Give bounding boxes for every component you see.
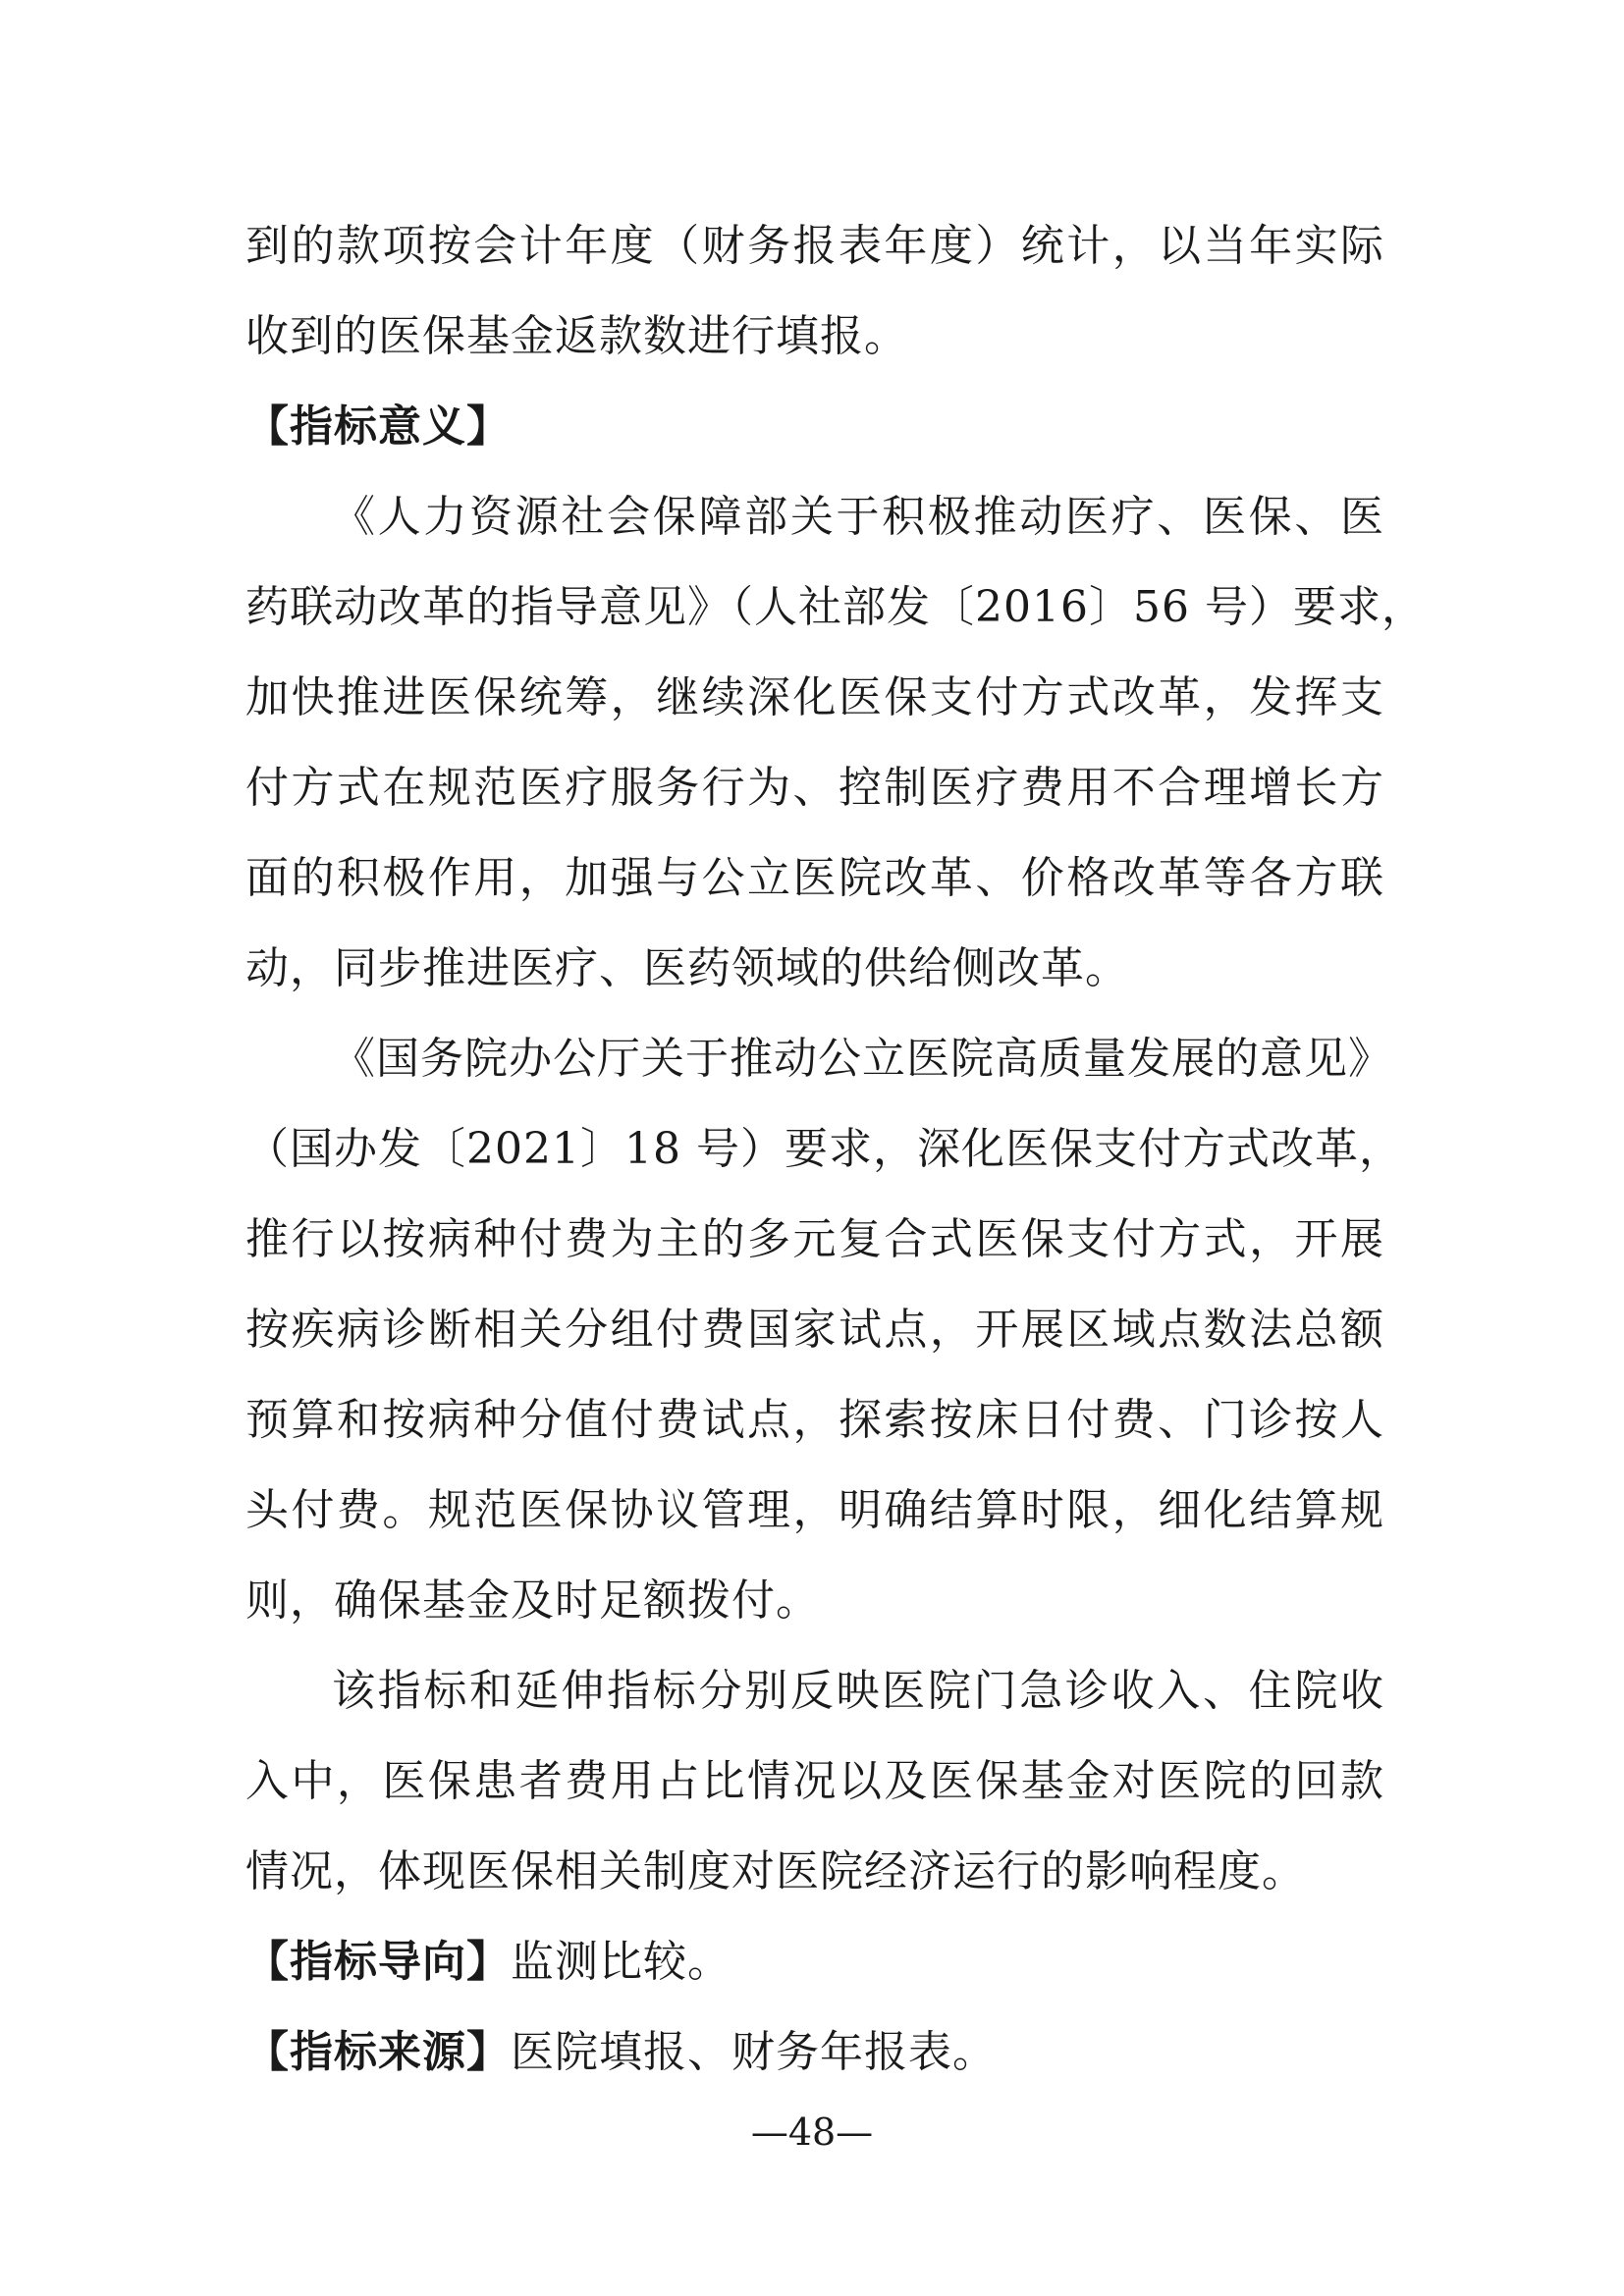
text-line: 《国务院办公厅关于推动公立医院高质量发展的意见》 [332, 1034, 1392, 1084]
text-line: （国办发〔2021〕18 号）要求，深化医保支付方式改革， [245, 1124, 1403, 1174]
text-line: 《人力资源社会保障部关于积极推动医疗、医保、医 [332, 492, 1384, 542]
indicator-source [245, 2007, 1384, 2098]
text-line: 推行以按病种付费为主的多元复合式医保支付方式，开展 [245, 1214, 1384, 1264]
text-line: 面的积极作用，加强与公立医院改革、价格改革等各方联 [245, 853, 1384, 903]
document-body [245, 201, 1426, 2098]
source-text: 医院填报、财务年报表。 [511, 2027, 997, 2077]
indicator-direction [245, 1917, 1384, 2007]
text-line: 情况，体现医保相关制度对医院经济运行的影响程度。 [245, 1846, 1306, 1896]
text-line: 收到的医保基金返款数进行填报。 [245, 311, 908, 361]
text-line: 该指标和延伸指标分别反映医院门急诊收入、住院收 [332, 1666, 1384, 1716]
text-line: 入中，医保患者费用占比情况以及医保基金对医院的回款 [245, 1756, 1384, 1806]
page-number: —48— [750, 2110, 874, 2154]
text-line: 付方式在规范医疗服务行为、控制医疗费用不合理增长方 [245, 763, 1384, 813]
text-line: 按疾病诊断相关分组付费国家试点，开展区域点数法总额 [245, 1305, 1384, 1355]
text-line: 到的款项按会计年度（财务报表年度）统计，以当年实际 [245, 221, 1384, 271]
section-heading-meaning: 【指标意义】 [245, 401, 511, 452]
text-line: 头付费。规范医保协议管理，明确结算时限，细化结算规 [245, 1485, 1384, 1535]
text-line: 药联动改革的指导意见》（人社部发〔2016〕56 号）要求， [245, 582, 1426, 632]
text-line: 动，同步推进医疗、医药领域的供给侧改革。 [245, 943, 1129, 993]
section-heading-source: 【指标来源】 [245, 2027, 511, 2077]
direction-text: 监测比较。 [511, 1937, 731, 1987]
text-line: 预算和按病种分值付费试点，探索按床日付费、门诊按人 [245, 1395, 1384, 1445]
text-line: 则，确保基金及时足额拨付。 [245, 1575, 820, 1626]
section-heading-direction: 【指标导向】 [245, 1937, 511, 1987]
text-line: 加快推进医保统筹，继续深化医保支付方式改革，发挥支 [245, 672, 1384, 722]
